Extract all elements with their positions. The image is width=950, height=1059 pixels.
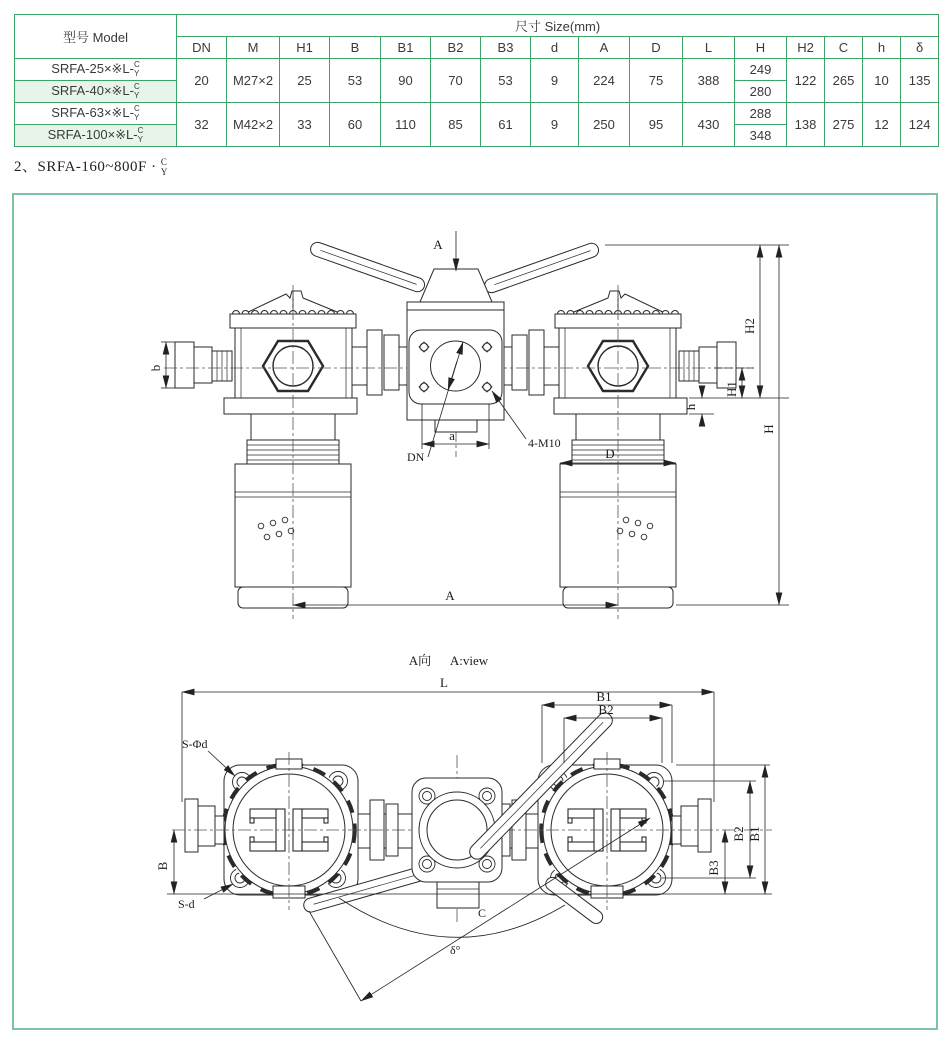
col-l: L [683,37,735,59]
value-b1: 110 [381,103,431,147]
col-delta: δ [901,37,939,59]
value-h2: 122 [787,59,825,103]
col-h2: H2 [787,37,825,59]
value-h2: 138 [787,103,825,147]
dim-b-left-label: B [155,861,170,871]
dim-dn-label: DN [407,450,425,464]
size-table [14,14,938,147]
dim-b2-side-label: B2 [731,826,746,842]
value-b3: 61 [481,103,531,147]
model-srfa-63: SRFA-63×※L-C Y [15,103,177,125]
col-b3: B3 [481,37,531,59]
value-dn: 32 [177,103,227,147]
dim-b1-top-label: B1 [596,689,612,704]
value-d: 9 [531,103,579,147]
col-dcap: D [630,37,683,59]
value-d: 9 [531,59,579,103]
col-a: A [579,37,630,59]
value-dn: 20 [177,59,227,103]
view-label-en: A:view [449,653,489,668]
dim-a-label: a [449,428,455,443]
value-m: M27×2 [227,59,280,103]
table-row [15,103,939,125]
dim-b-label: b [148,364,163,372]
dim-b2-top-label: B2 [598,702,614,717]
section-heading: 2、SRFA-160~800F · C Y [14,157,168,177]
value-c: 265 [825,59,863,103]
col-dn: DN [177,37,227,59]
dim-d-label: D [605,446,615,461]
s-phid-label: S-Φd [182,737,208,751]
duplex-filter-drawing [14,195,936,1028]
model-srfa-100: SRFA-100×※L-C Y [15,125,177,147]
value-b1: 90 [381,59,431,103]
value-dcap: 95 [630,103,683,147]
value-delta: 135 [901,59,939,103]
model-srfa-40: SRFA-40×※L-C Y [15,81,177,103]
dim-c-label: C [478,906,487,920]
value-delta: 124 [901,103,939,147]
value-h1: 25 [280,59,330,103]
dim-l-label: L [440,675,448,690]
value-c: 275 [825,103,863,147]
value-h1: 33 [280,103,330,147]
value-h-249: 249 [735,59,787,81]
front-view [148,231,789,1001]
col-m: M [227,37,280,59]
col-b: B [330,37,381,59]
value-a: 250 [579,103,630,147]
model-header: 型号 Model [15,15,177,59]
value-b: 53 [330,59,381,103]
s-d-label: S-d [178,897,195,911]
value-b2: 85 [431,103,481,147]
table-row [15,59,939,81]
dim-b3-label: B3 [706,860,721,876]
value-l: 388 [683,59,735,103]
col-d: d [531,37,579,59]
value-a: 224 [579,59,630,103]
dim-h-label: H [761,424,776,434]
dim-a-bottom-label: A [445,588,455,603]
value-h-280: 280 [735,81,787,103]
dim-h2-label: H2 [742,318,757,334]
col-b1: B1 [381,37,431,59]
view-label-zh: A向 [408,653,432,668]
drawing-frame [12,193,938,1030]
value-l: 430 [683,103,735,147]
dim-delta-label: δ° [450,943,461,957]
col-hs: h [863,37,901,59]
value-hs: 10 [863,59,901,103]
model-srfa-25: SRFA-25×※L-C Y [15,59,177,81]
value-b2: 70 [431,59,481,103]
value-b3: 53 [481,59,531,103]
value-hs: 12 [863,103,901,147]
col-h1: H1 [280,37,330,59]
size-header: 尺寸 Size(mm) [177,15,939,37]
dim-4m10-label: 4-M10 [528,436,561,450]
col-c: C [825,37,863,59]
value-b: 60 [330,103,381,147]
value-dcap: 75 [630,59,683,103]
value-h-288: 288 [735,103,787,125]
dim-b1-side-label: B1 [747,826,762,842]
value-m: M42×2 [227,103,280,147]
col-h: H [735,37,787,59]
value-h-348: 348 [735,125,787,147]
dim-h1-label: H1 [724,381,739,397]
section-a-label: A [433,237,443,252]
col-b2: B2 [431,37,481,59]
dim-h-small-label: h [683,403,698,411]
